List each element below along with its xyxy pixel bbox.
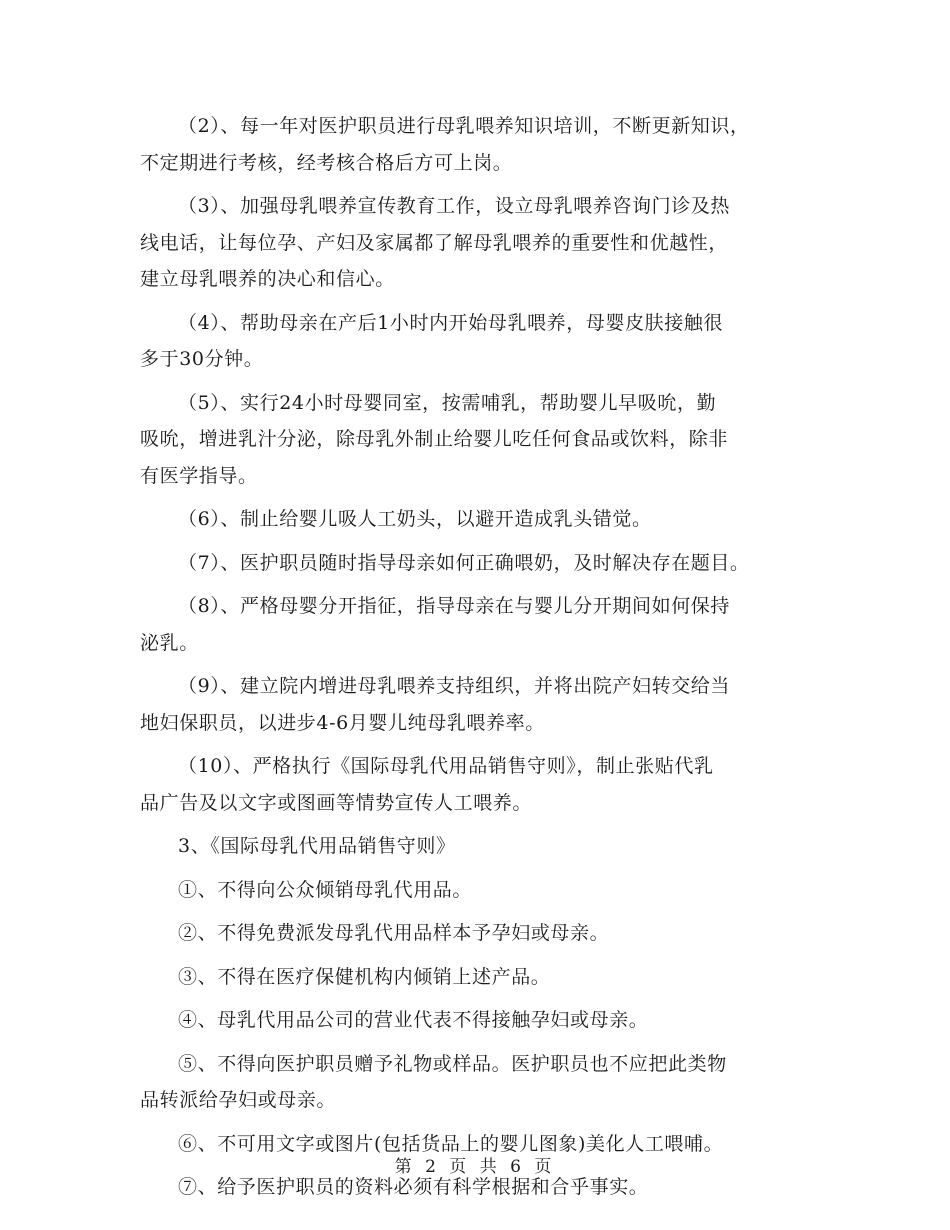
paragraph-line: ②、不得免费派发母乳代用品样本予孕妇或母亲。 bbox=[178, 922, 610, 944]
paragraph bbox=[140, 748, 830, 821]
paragraph bbox=[140, 385, 830, 495]
paragraph-line: 建立母乳喂养的决心和信心。 bbox=[140, 268, 395, 290]
paragraph-line: 品广告及以文字或图画等情势宣传人工喂养。 bbox=[140, 791, 533, 814]
paragraph bbox=[140, 828, 830, 865]
paragraph-line: 地妇保职员，以进步4-6月婴儿纯母乳喂养率。 bbox=[140, 711, 545, 734]
paragraph-line: 有医学指导。 bbox=[140, 464, 258, 487]
paragraph-line: 不定期进行考核，经考核合格后方可上岗。 bbox=[140, 151, 513, 174]
paragraph-line: ⑥、不可用文字或图片(包括货品上的婴儿图象)美化人工喂哺。 bbox=[178, 1132, 724, 1155]
paragraph-line: ④、母乳代用品公司的营业代表不得接触孕妇或母亲。 bbox=[178, 1009, 649, 1031]
page-footer: 第 2 页 共 6 页 bbox=[394, 1157, 556, 1177]
paragraph-line: ①、不得向公众倾销母乳代用品。 bbox=[178, 878, 473, 901]
paragraph-line: （8）、严格母婴分开指征，指导母亲在与婴儿分开期间如何保持 bbox=[178, 595, 730, 617]
paragraph-line: ⑦、给予医护职员的资料必须有科学根据和合乎事实。 bbox=[178, 1176, 649, 1198]
paragraph-line: （4）、帮助母亲在产后1小时内开始母乳喂养，母婴皮肤接触很 bbox=[178, 311, 724, 334]
paragraph-line: （5）、实行24小时母婴同室，按需哺乳，帮助婴儿早吸吮，勤 bbox=[178, 391, 717, 414]
paragraph-line: （7）、医护职员随时指导母亲如何正确喂奶，及时解决存在题目。 bbox=[178, 551, 750, 574]
paragraph bbox=[140, 959, 830, 996]
paragraph-line: 多于30分钟。 bbox=[140, 348, 264, 370]
paragraph-line: 泌乳。 bbox=[140, 631, 199, 654]
paragraph bbox=[140, 1046, 830, 1119]
paragraph bbox=[140, 545, 830, 582]
paragraph bbox=[140, 305, 830, 378]
paragraph bbox=[140, 872, 830, 909]
paragraph-line: （10）、严格执行《国际母乳代用品销售守则》，制止张贴代乳 bbox=[178, 755, 714, 777]
paragraph-line: （9）、建立院内增进母乳喂养支持组织，并将出院产妇转交给当 bbox=[178, 675, 730, 697]
paragraph-line: ③、不得在医疗保健机构内倾销上述产品。 bbox=[178, 965, 551, 988]
paragraph bbox=[140, 1002, 830, 1039]
paragraph-line: 吸吮，增进乳汁分泌，除母乳外制止给婴儿吃任何食品或饮料，除非 bbox=[140, 428, 729, 450]
paragraph bbox=[140, 915, 830, 952]
paragraph bbox=[140, 588, 830, 661]
paragraph-line: （6）、制止给婴儿吸人工奶头，以避开造成乳头错觉。 bbox=[178, 508, 652, 530]
paragraph bbox=[140, 501, 830, 538]
paragraph-line: 线电话，让每位孕、产妇及家属都了解母乳喂养的重要性和优越性， bbox=[140, 231, 729, 254]
document-body bbox=[140, 108, 830, 1213]
paragraph bbox=[140, 668, 830, 741]
paragraph bbox=[140, 188, 830, 298]
paragraph-line: （2）、每一年对医护职员进行母乳喂养知识培训，不断更新知识， bbox=[178, 115, 750, 137]
paragraph-line: 3、《国际母乳代用品销售守则》 bbox=[178, 835, 456, 857]
paragraph bbox=[140, 108, 830, 181]
paragraph-line: 品转派给孕妇或母亲。 bbox=[140, 1089, 337, 1111]
paragraph-line: ⑤、不得向医护职员赠予礼物或样品。医护职员也不应把此类物 bbox=[178, 1052, 727, 1075]
paragraph-line: （3）、加强母乳喂养宣传教育工作，设立母乳喂养咨询门诊及热 bbox=[178, 195, 730, 217]
